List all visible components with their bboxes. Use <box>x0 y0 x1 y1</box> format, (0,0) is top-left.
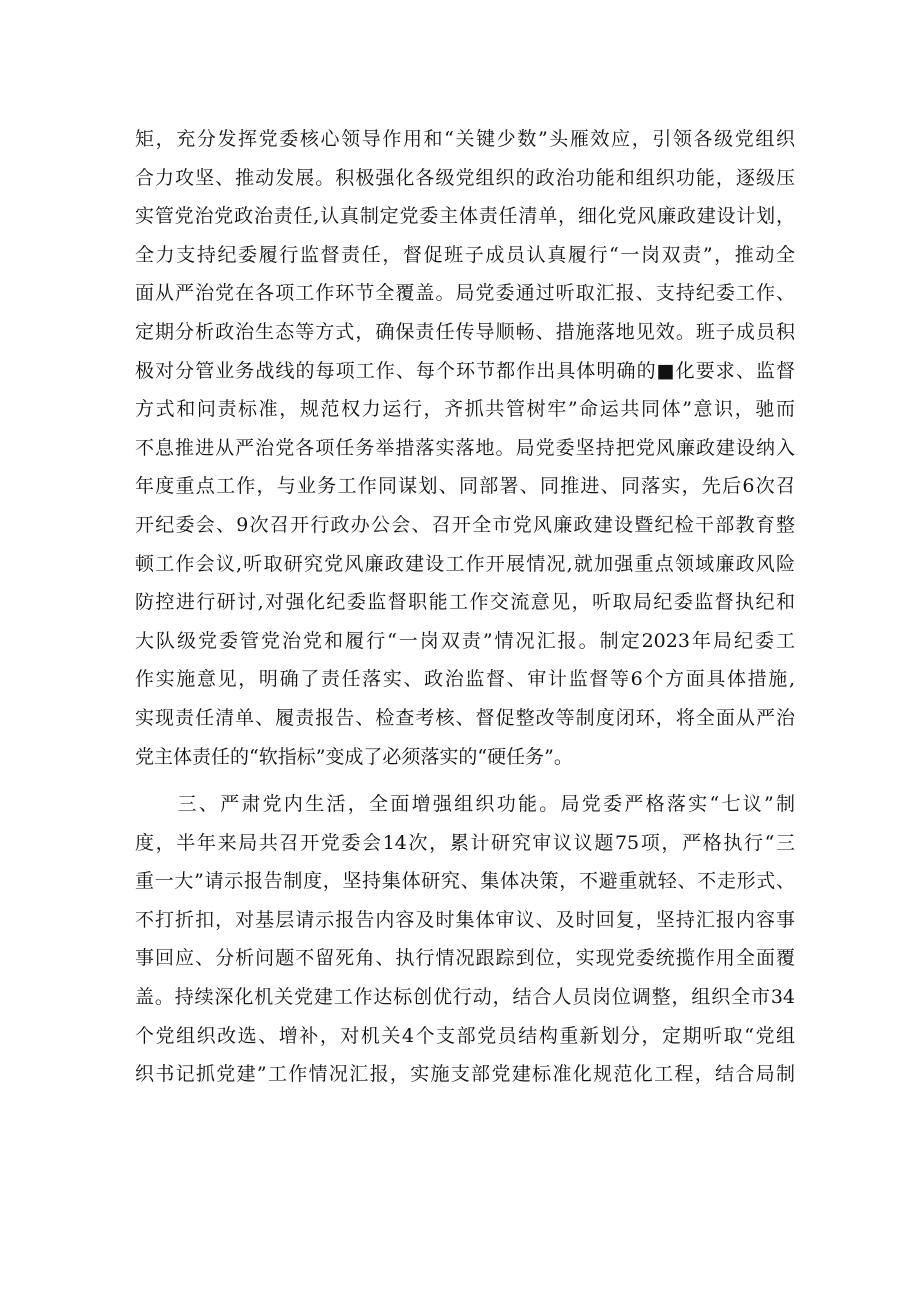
paragraph-1-line: 不息推进从严治党各项任务举措落实落地。局党委坚持把党风廉政建设纳入 <box>135 436 795 459</box>
paragraph-1-line: 大队级党委管党治党和履行“一岗双责”情况汇报。制定2023年局纪委工 <box>135 629 795 652</box>
paragraph-2-line: 不打折扣，对基层请示报告内容及时集体审议、及时回复，坚持汇报内容事 <box>135 908 795 931</box>
paragraph-gap <box>135 776 795 785</box>
paragraph-1-line: 矩，充分发挥党委核心领导作用和“关键少数”头雁效应，引领各级党组织 <box>135 128 795 150</box>
paragraph-1-line: 合力攻坚、推动发展。积极强化各级党组织的政治功能和组织功能，逐级压 <box>135 166 795 189</box>
paragraph-1-line: 极对分管业务战线的每项工作、每个环节都作出具体明确的■化要求、监督 <box>135 359 795 382</box>
document-body <box>135 120 795 1094</box>
paragraph-1-line: 防控进行研讨,对强化纪委监督职能工作交流意见，听取局纪委监督执纪和 <box>135 591 795 614</box>
paragraph-1-line: 实现责任清单、履责报告、检查考核、督促整改等制度闭环，将全面从严治 <box>135 706 795 729</box>
paragraph-1-line: 实管党治党政治责任,认真制定党委主体责任清单，细化党风廉政建设计划， <box>135 205 795 228</box>
paragraph-2-line: 织书记抓党建”工作情况汇报，实施支部党建标准化规范化工程，结合局制 <box>135 1063 795 1086</box>
paragraph-1 <box>135 120 795 776</box>
paragraph-1-line: 党主体责任的“软指标”变成了必须落实的“硬任务”。 <box>135 745 573 768</box>
paragraph-2-line: 个党组织改选、增补，对机关4个支部党员结构重新划分，定期听取“党组 <box>135 1024 795 1047</box>
paragraph-2-line: 重一大”请示报告制度，坚持集体研究、集体决策，不避重就轻、不走形式、 <box>135 870 795 893</box>
paragraph-2 <box>135 785 795 1094</box>
paragraph-2-line: 事回应、分析问题不留死角、执行情况跟踪到位，实现党委统揽作用全面覆 <box>135 947 795 970</box>
paragraph-2-line: 度，半年来局共召开党委会14次，累计研究审议议题75项，严格执行“三 <box>135 831 795 854</box>
paragraph-1-line: 顿工作会议,听取研究党风廉政建设工作开展情况,就加强重点领域廉政风险 <box>135 552 795 575</box>
paragraph-1-line: 开纪委会、9次召开行政办公会、召开全市党风廉政建设暨纪检干部教育整 <box>135 513 795 536</box>
paragraph-1-line: 作实施意见，明确了责任落实、政治监督、审计监督等6个方面具体措施, <box>135 668 795 691</box>
paragraph-1-line: 面从严治党在各项工作环节全覆盖。局党委通过听取汇报、支持纪委工作、 <box>135 282 795 305</box>
paragraph-1-line: 定期分析政治生态等方式，确保责任传导顺畅、措施落地见效。班子成员积 <box>135 320 795 343</box>
paragraph-1-line: 全力支持纪委履行监督责任，督促班子成员认真履行“一岗双责”，推动全 <box>135 243 795 266</box>
paragraph-1-line: 方式和问责标准，规范权力运行，齐抓共管树牢”命运共同体”意识，驰而 <box>135 398 795 421</box>
paragraph-1-line: 年度重点工作，与业务工作同谋划、同部署、同推进、同落实，先后6次召 <box>135 475 795 498</box>
paragraph-2-line: 盖。持续深化机关党建工作达标创优行动，结合人员岗位调整，组织全市34 <box>135 986 795 1009</box>
paragraph-2-line: 三、严肃党内生活，全面增强组织功能。局党委严格落实“七议”制 <box>135 793 795 816</box>
